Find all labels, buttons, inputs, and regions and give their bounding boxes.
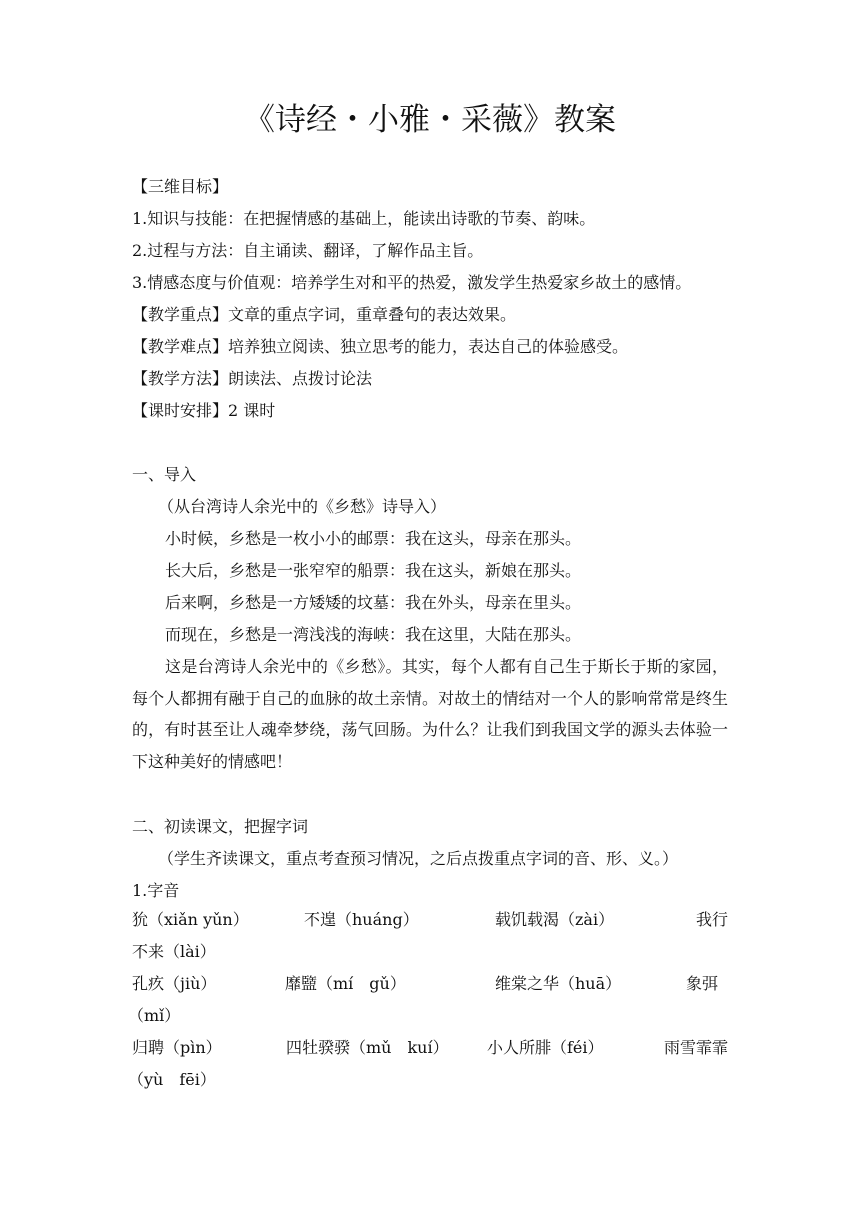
intro-paragraph: 这是台湾诗人余光中的《乡愁》。其实，每个人都有自己生于斯长于斯的家园，每个人都拥有融于自己的血脉的故土亲情。对故土的情结对一个人的影响常常是终生的，有时甚至让人魂牵梦绕，荡气回肠。为什么？让我们到我国文学的源头去体验一下这种美好的情感吧！ xyxy=(132,657,728,771)
word-item: 不遑（huáng） xyxy=(304,910,419,929)
word-item: 象弭 xyxy=(685,974,718,993)
pronunciation-subheading: 1.字音 xyxy=(132,881,180,900)
section1-heading: 一、导入 xyxy=(132,465,197,484)
word-item: 雨雪霏霏 xyxy=(663,1038,728,1057)
methods: 【教学方法】朗读法、点拨讨论法 xyxy=(132,369,373,388)
word-item: 归聘（pìn） xyxy=(132,1038,222,1057)
word-item: 维棠之华（huā） xyxy=(495,974,622,993)
pronunciation-row-3 xyxy=(128,1038,728,1102)
poem-line-4: 而现在，乡愁是一湾浅浅的海峡：我在这里，大陆在那头。 xyxy=(165,625,582,644)
word-item: 狁（xiǎn yǔn） xyxy=(132,910,249,929)
section2-heading: 二、初读课文，把握字词 xyxy=(132,817,309,836)
objectives-heading: 【三维目标】 xyxy=(132,177,229,196)
key-points: 【教学重点】文章的重点字词，重章叠句的表达效果。 xyxy=(132,305,517,324)
poem-line-2: 长大后，乡愁是一张窄窄的船票：我在这头，新娘在那头。 xyxy=(165,561,582,580)
page-title: 《诗经・小雅・采薇》教案 xyxy=(244,102,616,138)
word-item: 小人所腓（féi） xyxy=(487,1038,604,1057)
objective-item-3: 3.情感态度与价值观：培养学生对和平的热爱，激发学生热爱家乡故土的感情。 xyxy=(132,273,692,292)
word-item-wrap: 不来（lài） xyxy=(132,942,216,961)
pronunciation-row-1 xyxy=(132,910,728,974)
poem-line-3: 后来啊，乡愁是一方矮矮的坟墓：我在外头，母亲在里头。 xyxy=(165,593,582,612)
objective-item-1: 1.知识与技能：在把握情感的基础上，能读出诗歌的节奏、韵味。 xyxy=(132,209,596,228)
word-item-wrap: （mǐ） xyxy=(128,1006,181,1025)
pronunciation-row-2 xyxy=(128,974,728,1038)
schedule: 【课时安排】2 课时 xyxy=(132,401,276,420)
word-item: 四牡骙骙（mǔ kuí） xyxy=(286,1038,449,1057)
difficulties: 【教学难点】培养独立阅读、独立思考的能力，表达自己的体验感受。 xyxy=(132,337,629,356)
section2-note: （学生齐读课文，重点考查预习情况，之后点拨重点字词的音、形、义。） xyxy=(158,849,679,868)
poem-line-1: 小时候，乡愁是一枚小小的邮票：我在这头，母亲在那头。 xyxy=(165,529,582,548)
word-item: 靡盬（mí gǔ） xyxy=(285,974,406,993)
objective-item-2: 2.过程与方法：自主诵读、翻译，了解作品主旨。 xyxy=(132,241,484,260)
word-item: 孔疚（jiù） xyxy=(132,974,217,993)
section1-note: （从台湾诗人余光中的《乡愁》诗导入） xyxy=(158,497,447,516)
word-item: 载饥载渴（zài） xyxy=(495,910,615,929)
word-item: 我行 xyxy=(695,910,728,929)
word-item-wrap: （yù fēi） xyxy=(128,1070,216,1089)
